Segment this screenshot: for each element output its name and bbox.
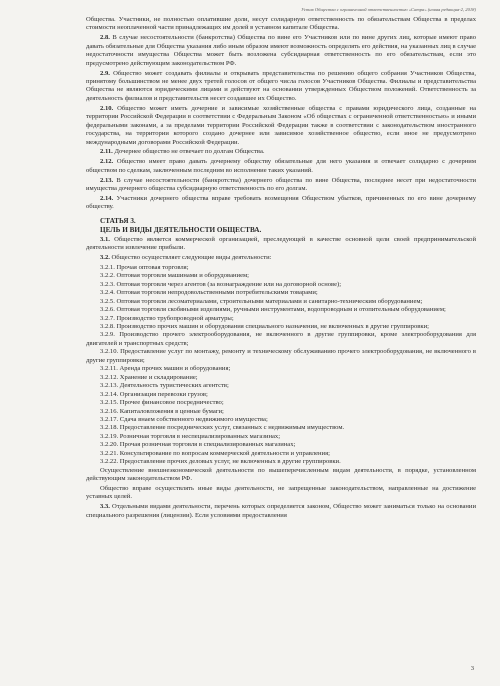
activity-item: 3.2.9. Производство прочего электрооборудования, не включенного в другие группировки, кроме электрооборудования для двигателей и транспортных средств; xyxy=(86,331,476,347)
activity-item: 3.2.4. Оптовая торговля непродовольственными потребительскими товарами; xyxy=(100,289,318,297)
activity-item: 3.2.6. Оптовая торговля скобяными изделиями, ручными инструментами, водопроводным и отопительным оборудованием; xyxy=(100,306,446,314)
section-3-paragraph: Осуществление внешнеэкономической деятельности по вышеперечисленным видам деятельности, в порядке, установленном действующим законодательством РФ. xyxy=(86,466,476,483)
activity-item: 3.2.2. Оптовая торговля машинами и оборудованием; xyxy=(100,272,249,280)
section-2-paragraph: 2.8. В случае несостоятельности (банкротства) Общества по вине его Участников или по вине других лиц, которые имеют право давать обязательные для Общества указания либо иным образом имеют возможность определять его действия, на указанных лиц в случае недостаточности имущества Общества может быть возложена субсидиарная ответственность по его обязательствам, если это предусмотрено действующим законодательством РФ. xyxy=(86,34,476,67)
paragraph-3-2: 3.2. Общество осуществляет следующие виды деятельности: xyxy=(100,254,272,261)
activity-item: 3.2.7. Производство трубопроводной арматуры; xyxy=(100,314,234,322)
activity-item: 3.2.20. Прочая розничная торговля в специализированных магазинах; xyxy=(100,441,296,449)
section-2-paragraph: Общества. Участники, не полностью оплатившие доли, несут солидарную ответственность по обязательствам Общества в пределах стоимости неоплаченной части принадлежащих им долей в уставном капитале Общества. xyxy=(86,16,476,32)
article-subtitle: ЦЕЛЬ И ВИДЫ ДЕЯТЕЛЬНОСТИ ОБЩЕСТВА. xyxy=(100,225,262,234)
activity-item: 3.2.3. Оптовая торговля через агентов (за вознаграждение или на договорной основе); xyxy=(100,280,342,288)
activity-item: 3.2.17. Сдача внаем собственного недвижимого имущества; xyxy=(100,416,268,423)
activity-item: 3.2.22. Предоставление прочих деловых услуг, не включенных в другие группировки. xyxy=(100,458,341,466)
section-2-paragraph: 2.10. Общество может иметь дочерние и зависимые хозяйственные общества с правами юридического лица, созданные на территории Российской Федерации в соответствии с Федеральным Законом «Об обществах с ограниченной ответственностью» и иными федеральными законами, а за пределами территории Российской Федерации также в соответствии с законодательством иностранного государства, на территории которого создано дочернее или зависимое хозяйственное общество, если иное не предусмотрено международными договорами Российской Федерации. xyxy=(86,104,476,146)
section-2-paragraph: 2.12. Общество имеет право давать дочернему обществу обязательные для него указания и отвечает солидарно с дочерним обществом по сделкам, заключенным последним во исполнение таких указаний. xyxy=(86,158,476,174)
section-3-paragraph: Общество вправе осуществлять иные виды деятельности, не запрещенные законодательством, направленные на достижение уставных целей. xyxy=(86,485,476,501)
section-2-paragraph: 2.9. Общество может создавать филиалы и открывать представительства по решению общего собрания Участников Общества, принятому большинством не менее двух третей голосов от общего числа голосов Участников Общества. Филиалы и представительства Общества не являются юридическими лицами и действуют на основании утвержденных Обществом положений. Ответственность за деятельность филиалов и представительств несет создавшее их Общество. xyxy=(86,69,476,102)
section-2-paragraph: 2.11. Дочернее общество не отвечает по долгам Общества. xyxy=(100,148,265,156)
activity-item: 3.2.15. Прочее финансовое посредничество; xyxy=(100,399,224,407)
paragraphs-top xyxy=(86,16,476,212)
paragraph-3-1: 3.1. Общество является коммерческой организацией, преследующей в качестве основной цели своей предпринимательской деятельности извлечение прибыли. xyxy=(86,235,476,252)
activity-item: 3.2.21. Консультирование по вопросам коммерческой деятельности и управления; xyxy=(100,449,330,457)
activity-item: 3.2.8. Производство прочих машин и оборудования специального назначения, не включенных в другие группировки; xyxy=(100,323,429,331)
activity-item: 3.2.18. Предоставление посреднических услуг, связанных с недвижимым имуществом. xyxy=(100,424,345,432)
activity-item: 3.2.12. Хранение и складирование; xyxy=(100,373,198,381)
activity-item: 3.2.14. Организация перевозки грузов; xyxy=(100,390,208,398)
section-2-paragraph: 2.14. Участники дочернего общества вправе требовать возмещения Обществом убытков, причиненных по его вине дочернему обществу. xyxy=(86,194,476,211)
activity-item: 3.2.5. Оптовая торговля лесоматериалами, строительными материалами и санитарно-техническим оборудованием; xyxy=(100,297,423,305)
activity-list xyxy=(86,264,476,467)
activity-item: 3.2.11. Аренда прочих машин и оборудования; xyxy=(100,365,231,373)
paragraphs-bottom xyxy=(86,467,476,521)
section-3-paragraph: 3.3. Отдельными видами деятельности, перечень которых определяется законом, Общество может заниматься только на основании специального разрешения (лицензии). Если условиями предоставления xyxy=(86,503,476,519)
page-number: 3 xyxy=(470,665,474,672)
section-2-paragraph: 2.13. В случае несостоятельности (банкротства) дочернего общества по вине Общества, последнее несет при недостаточности имущества дочернего общества субсидиарную ответственность по его долгам. xyxy=(86,176,476,192)
activity-item: 3.2.13. Деятельность туристических агентств; xyxy=(100,382,229,390)
article-title: СТАТЬЯ 3. xyxy=(100,216,136,225)
activity-item: 3.2.19. Розничная торговля в неспециализированных магазинах; xyxy=(100,432,281,440)
activity-item: 3.2.1. Прочая оптовая торговля; xyxy=(100,263,189,271)
activity-item: 3.2.16. Капиталовложения в ценные бумаги; xyxy=(100,407,224,415)
running-header: Устав Общества с ограниченной ответственностью «Сатра» (новая редакция-2, 2018) xyxy=(301,7,476,12)
document-body xyxy=(86,16,476,520)
activity-item: 3.2.10. Предоставление услуг по монтажу, ремонту и техническому обслуживанию прочего электрооборудования, не включенного в другие группировки; xyxy=(86,348,476,364)
